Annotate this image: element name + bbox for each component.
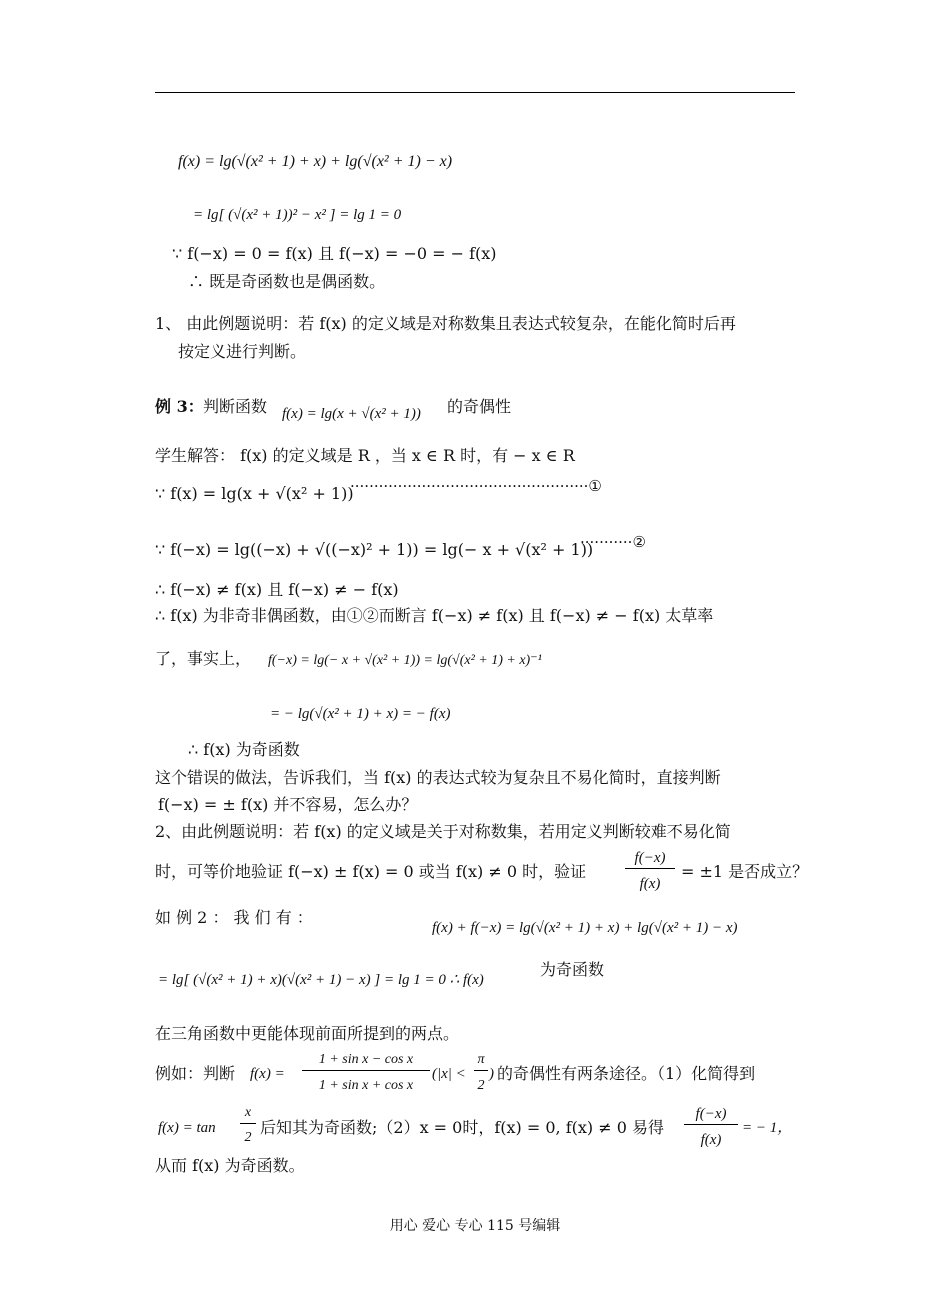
text-line: ∵ f(−x) = 0 = f(x) 且 f(−x) = −0 = − f(x) <box>172 244 497 263</box>
fraction-denominator: 2 <box>244 1130 252 1145</box>
equation: = − 1， <box>742 1120 793 1136</box>
fraction-numerator: f(−x) <box>684 1104 738 1125</box>
fraction-numerator: 1 + sin x − cos x <box>302 1050 430 1071</box>
fraction-denominator: 1 + sin x + cos x <box>318 1078 414 1093</box>
fraction-denominator: f(x) <box>700 1132 722 1148</box>
equation: f(−x) = lg(− x + √(x² + 1)) = lg(√(x² + 1) + x)⁻¹ <box>268 653 542 668</box>
text-line: 这个错误的做法，告诉我们，当 f(x) 的表达式较为复杂且不易化简时，直接判断 <box>155 768 721 787</box>
equation-line: ∵ f(−x) = lg((−x) + √((−x)² + 1)) = lg(− x + √(x² + 1)) <box>155 540 594 559</box>
text-line: 为奇函数 <box>540 960 605 979</box>
text-line: 按定义进行判断。 <box>178 342 307 361</box>
header-rule <box>155 92 795 93</box>
dot-leader: ···········② <box>580 533 646 551</box>
example-label: 例 3： <box>155 397 204 416</box>
dot-leader: ··················································① <box>350 477 602 495</box>
fraction-denominator: 2 <box>477 1078 485 1093</box>
text-line: 学生解答： f(x) 的定义域是 R ，当 x ∈ R 时，有 − x ∈ R <box>155 446 575 465</box>
text-line: 时，可等价地验证 f(−x) ± f(x) = 0 或当 f(x) ≠ 0 时，验证 <box>155 862 587 881</box>
equation: (|x| < <box>432 1066 466 1082</box>
text-line: 2、由此例题说明：若 f(x) 的定义域是关于对称数集，若用定义判断较难不易化简 <box>155 822 731 841</box>
text-line: 在三角函数中更能体现前面所提到的两点。 <box>155 1024 460 1043</box>
equation: f(x) = <box>250 1066 285 1082</box>
fraction-numerator: f(−x) <box>625 848 675 869</box>
fraction-denominator: f(x) <box>639 876 661 892</box>
fraction-numerator: x <box>240 1103 256 1124</box>
text-line: ∴ 既是奇函数也是偶函数。 <box>188 272 386 291</box>
page-footer: 用心 爱心 专心 115 号编辑 <box>389 1218 561 1234</box>
text-line: 的奇偶性 <box>447 397 512 416</box>
equation: ) <box>489 1066 494 1082</box>
fraction-numerator: π <box>474 1050 488 1071</box>
text-line: ∴ f(−x) ≠ f(x) 且 f(−x) ≠ − f(x) <box>155 580 399 599</box>
text-line: 例如：判断 <box>155 1064 236 1083</box>
text-line: 1、 由此例题说明：若 f(x) 的定义域是对称数集且表达式较复杂，在能化简时后再 <box>155 314 736 333</box>
text-line: 的奇偶性有两条途径。（1）化简得到 <box>497 1064 756 1083</box>
equation-line: ∵ f(x) = lg(x + √(x² + 1)) <box>155 484 354 503</box>
text-line: 了，事实上， <box>155 649 252 668</box>
text-line: 如 例 2 ： 我 们 有 ： <box>155 908 313 927</box>
equation: f(x) = tan <box>158 1120 216 1136</box>
text-line: = ±1 是否成立？ <box>681 862 809 881</box>
text-line: ∴ f(x) 为奇函数 <box>188 740 300 759</box>
equation: = − lg(√(x² + 1) + x) = − f(x) <box>270 706 451 722</box>
text-line: f(−x) = ± f(x) 并不容易，怎么办？ <box>158 795 418 814</box>
equation: f(x) + f(−x) = lg(√(x² + 1) + x) + lg(√(x² + 1) − x) <box>432 920 738 936</box>
text-line: ∴ f(x) 为非奇非偶函数，由①②而断言 f(−x) ≠ f(x) 且 f(−x) ≠ − f(x) 太草率 <box>155 606 714 625</box>
text-line: 后知其为奇函数;（2）x = 0时，f(x) = 0, f(x) ≠ 0 易得 <box>260 1118 664 1137</box>
text-line: 从而 f(x) 为奇函数。 <box>155 1156 305 1175</box>
text-line: 判断函数 <box>203 397 268 416</box>
equation-line: f(x) = lg(√(x² + 1) + x) + lg(√(x² + 1) − x) <box>178 153 453 170</box>
equation-line: = lg[ (√(x² + 1))² − x² ] = lg 1 = 0 <box>193 207 402 223</box>
equation: f(x) = lg(x + √(x² + 1)) <box>282 406 421 422</box>
equation: = lg[ (√(x² + 1) + x)(√(x² + 1) − x) ] = lg 1 = 0 ∴ f(x) <box>158 972 484 988</box>
